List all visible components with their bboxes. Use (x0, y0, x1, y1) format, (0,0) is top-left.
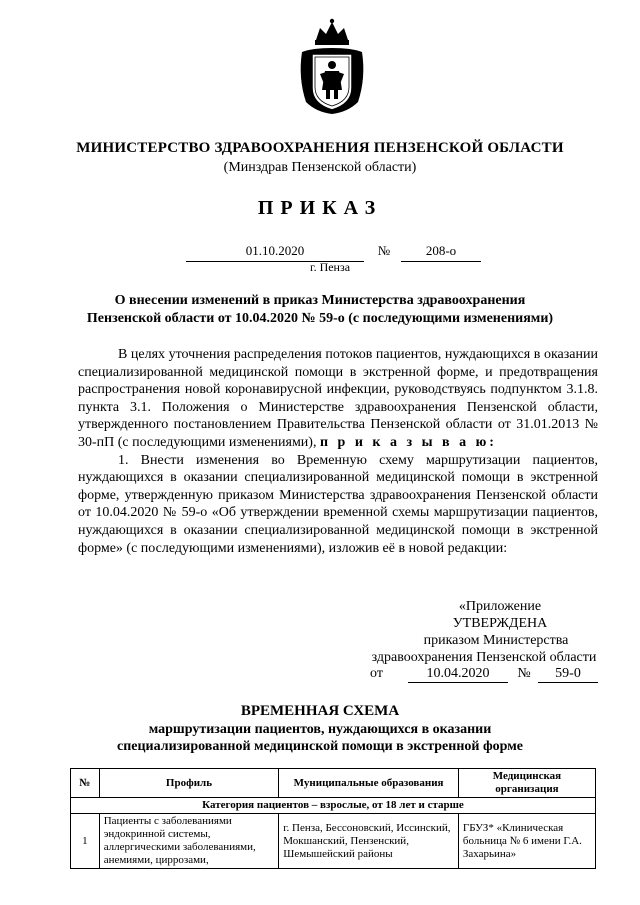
row-profile: Пациенты с заболеваниями эндокринной системы, аллергическими заболеваниями, анемиями, циррозами, (99, 814, 279, 869)
order-number: 208-о (401, 243, 481, 262)
subject-line-2: Пензенской области от 10.04.2020 № 59-о (с последующими изменениями) (86, 311, 554, 326)
appendix-label: «Приложение (458, 599, 542, 614)
appendix-ministry: здравоохранения Пензенской области (371, 650, 597, 665)
appendix-number-sign: № (517, 666, 531, 681)
document-type: ПРИКАЗ (257, 197, 383, 219)
appendix-order: приказом Министерства (423, 633, 569, 648)
appendix-approved: УТВЕРЖДЕНА (452, 616, 548, 631)
header-profile: Профиль (99, 769, 279, 798)
header-organization: Медицинская организация (458, 769, 595, 798)
schema-subtitle-line-1: маршрутизации пациентов, нуждающихся в оказании (148, 722, 492, 737)
schema-subtitle (80, 721, 560, 755)
row-municipal: г. Пенза, Бессоновский, Иссинский, Мокшанский, Пензенский, Шемышейский районы (279, 814, 459, 869)
row-number: 1 (71, 814, 100, 869)
appendix-number: 59-0 (538, 666, 598, 683)
body-paragraph-2: 1. Внести изменения во Временную схему маршрутизации пациентов, нуждающихся в оказании специализированной медицинской помощи в экстренной форме, утвержденную приказом Министерства здравоохранения Пензенской области от 10.04.2020 № 59-о «Об утверждении временной схемы маршрутизации пациентов, нуждающихся в оказании специализированной медицинской помощи в экстренной форме» (с последующими изменениями), изложив её в новой редакции: (78, 452, 598, 556)
subject-line-1: О внесении изменений в приказ Министерства здравоохранения (114, 293, 526, 308)
number-sign: № (377, 243, 391, 258)
ministry-short-name: (Минздрав Пензенской области) (223, 160, 417, 175)
table-header-row (71, 769, 596, 798)
category-row (71, 798, 596, 814)
category-label: Категория пациентов – взрослые, от 18 лет и старше (71, 798, 596, 814)
city: г. Пенза (310, 260, 351, 274)
appendix-date: 10.04.2020 (408, 666, 508, 683)
order-body (78, 346, 598, 557)
appendix-from: от (370, 666, 383, 681)
ministry-name: МИНИСТЕРСТВО ЗДРАВООХРАНЕНИЯ ПЕНЗЕНСКОЙ ОБЛАСТИ (76, 140, 564, 156)
coat-of-arms-icon (296, 18, 368, 116)
appendix-date-row (370, 666, 602, 684)
routing-table (70, 768, 596, 869)
order-subject (60, 292, 580, 328)
header-municipal: Муниципальные образования (279, 769, 459, 798)
preamble: В целях уточнения распределения потоков пациентов, нуждающихся в оказании специализированной медицинской помощи в экстренной форме, и предотвращения распространения новой коронавирусной инфекции, руководствуясь подпунктом 3.1.8. пункта 3.1. Положения о Министерстве здравоохранения Пензенской области, утвержденного постановлением Правительства Пензенской области от 31.01.2013 № 30-пП (с последующими изменениями), (78, 347, 598, 450)
body-paragraph-1 (78, 346, 598, 452)
schema-subtitle-line-2: специализированной медицинской помощи в экстренной форме (117, 739, 523, 754)
order-word: п р и к а з ы в а ю: (319, 434, 497, 450)
order-date: 01.10.2020 (186, 243, 364, 262)
header-number: № (71, 769, 100, 798)
table-row (71, 814, 596, 869)
row-organization: ГБУЗ* «Клиническая больница № 6 имени Г.А. Захарьина» (458, 814, 595, 869)
schema-title: ВРЕМЕННАЯ СХЕМА (240, 703, 400, 719)
